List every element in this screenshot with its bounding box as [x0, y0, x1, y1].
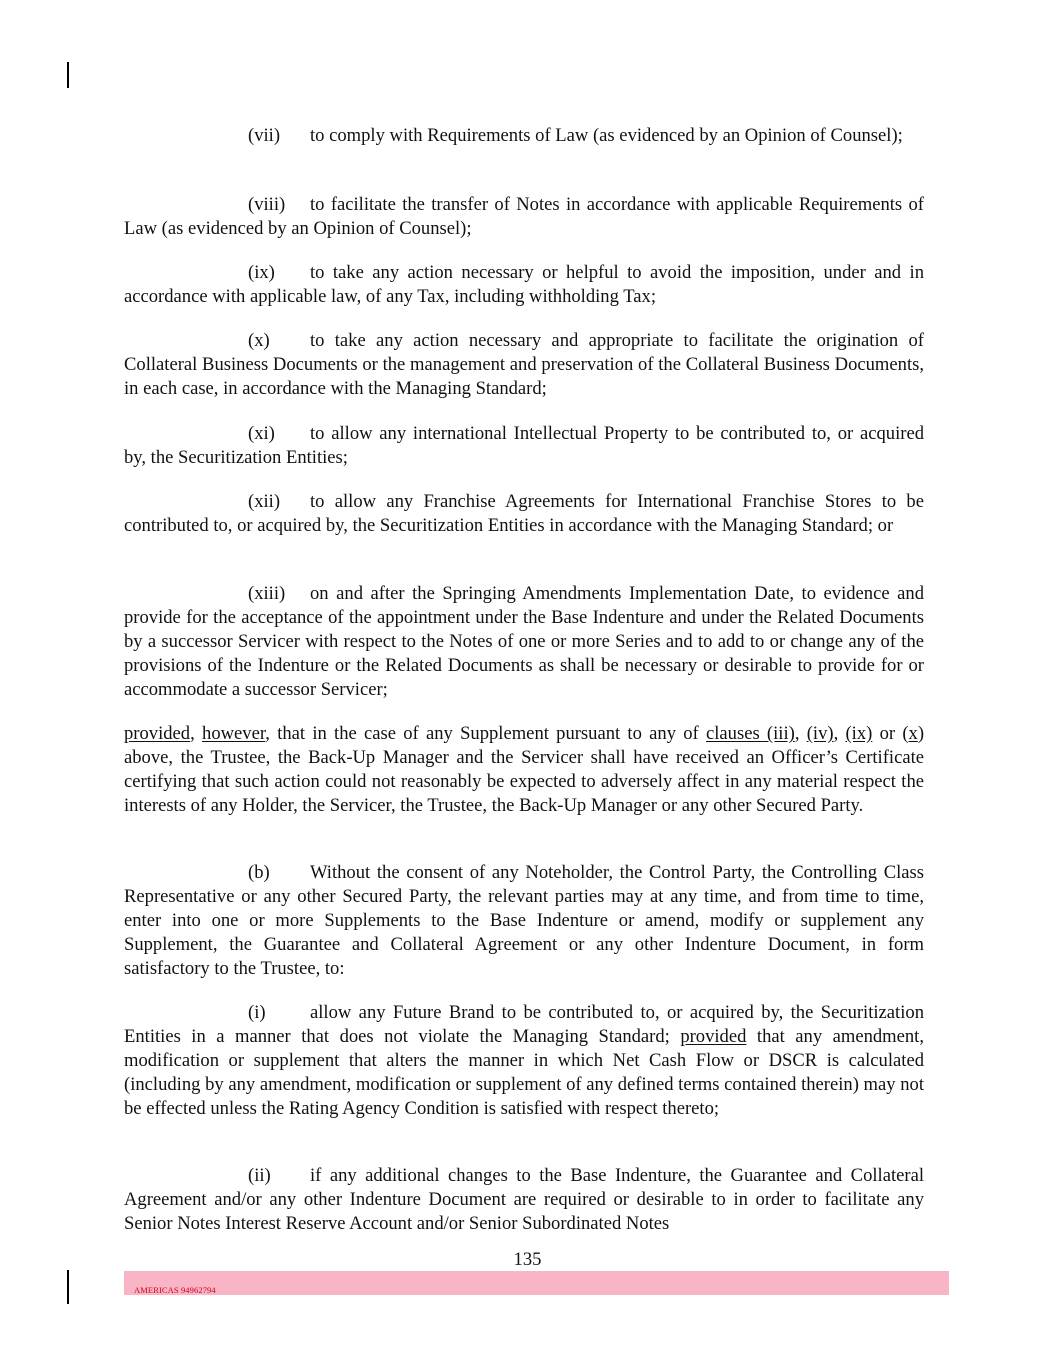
document-id: AMERICAS 94962794 [134, 1285, 216, 1295]
proviso-punct: , [833, 723, 846, 744]
page-number: 135 [513, 1249, 542, 1270]
proviso-punct: or ( [872, 723, 909, 744]
clause-number: (xiii) [248, 583, 286, 604]
clause-number: (x) [248, 330, 270, 351]
clause-text: to allow any international Intellectual Property to be contributed to, or acquired by, the Securitization Entities; [124, 423, 924, 468]
clause-b-ii [124, 1164, 924, 1236]
clause-text: to allow any Franchise Agreements for International Franchise Stores to be contributed to, or acquired by, the Securitization Entities in accordance with the Managing Standard; or [124, 491, 924, 536]
proviso-text: , that in the case of any Supplement pursuant to any of [265, 723, 706, 744]
clause-text: if any additional changes to the Base Indenture, the Guarantee and Collateral Agreement and/or any other Indenture Document are required or desirable to in order to facilitate any Senior Notes Interest Reserve Account and/or Senior Subordinated Notes [124, 1165, 924, 1234]
footer-band [124, 1271, 949, 1295]
clause-viii [124, 193, 924, 241]
clause-x [124, 329, 924, 401]
clause-vii [124, 124, 924, 148]
proviso-text: ) above, the Trustee, the Back-Up Manager and the Servicer shall have received an Officer’s Certificate certifying that such action could not reasonably be expected to adversely affect in any material respect the interests of any Holder, the Servicer, the Trustee, the Back-Up Manager or any other Secured Party. [124, 723, 925, 816]
clause-ix [124, 261, 924, 309]
clause-b-i [124, 1001, 924, 1121]
clause-number: (vii) [248, 125, 281, 146]
clause-text: on and after the Springing Amendments Implementation Date, to evidence and provide for the acceptance of the appointment under the Base Indenture and under the Related Documents by a successor Servicer with respect to the Notes of one or more Series and to add to or change any of the provisions of the Indenture or the Related Documents as shall be necessary or desirable to provide for or accommodate a successor Servicer; [124, 583, 924, 700]
clause-number: (xi) [248, 423, 275, 444]
revision-bar-top [67, 62, 69, 88]
revision-bar-bottom [67, 1270, 69, 1304]
clause-xii [124, 490, 924, 538]
proviso-paragraph [124, 722, 924, 818]
clause-text: allow any Future Brand to be contributed to, or acquired by, the Securitization Entities in a manner that does not violate the Managing Standard; [124, 1002, 924, 1047]
clause-number: (xii) [248, 491, 281, 512]
clause-reference: x [908, 723, 918, 744]
clause-text: that any amendment, modification or supplement that alters the manner in which Net Cash Flow or DSCR is calculated (including by any amendment, modification or supplement of any defined terms contained therein) may not be effected unless the Rating Agency Condition is satisfied with respect thereto; [124, 1026, 924, 1119]
clause-number: (ii) [248, 1165, 271, 1186]
section-b [124, 861, 924, 981]
clause-number: (ix) [248, 262, 275, 283]
clause-xiii [124, 582, 924, 702]
clause-xi [124, 422, 924, 470]
however-term: however [202, 723, 266, 744]
clause-reference: clauses (iii) [705, 723, 795, 744]
clause-reference: (ix) [845, 723, 873, 744]
proviso-punct: , [794, 723, 807, 744]
section-number: (b) [248, 862, 270, 883]
clause-text: to facilitate the transfer of Notes in accordance with applicable Requirements of Law (as evidenced by an Opinion of Counsel); [124, 194, 924, 239]
clause-text: to take any action necessary or helpful to avoid the imposition, under and in accordance with applicable law, of any Tax, including withholding Tax; [124, 262, 924, 307]
provided-term: provided [124, 723, 191, 744]
clause-number: (i) [248, 1002, 266, 1023]
section-text: Without the consent of any Noteholder, the Control Party, the Controlling Class Representative or any other Secured Party, the relevant parties may at any time, and from time to time, enter into one or more Supplements to the Base Indenture or amend, modify or supplement any Supplement, the Guarantee and Collateral Agreement or any other Indenture Document, in form satisfactory to the Trustee, to: [124, 862, 924, 979]
clause-text: to take any action necessary and appropriate to facilitate the origination of Collateral Business Documents or the management and preservation of the Collateral Business Documents, in each case, in accordance with the Managing Standard; [124, 330, 924, 399]
clause-number: (viii) [248, 194, 286, 215]
clause-reference: (iv) [806, 723, 834, 744]
clause-text: to comply with Requirements of Law (as evidenced by an Opinion of Counsel); [310, 125, 903, 146]
proviso-punct: , [190, 723, 203, 744]
provided-term: provided [680, 1026, 747, 1047]
